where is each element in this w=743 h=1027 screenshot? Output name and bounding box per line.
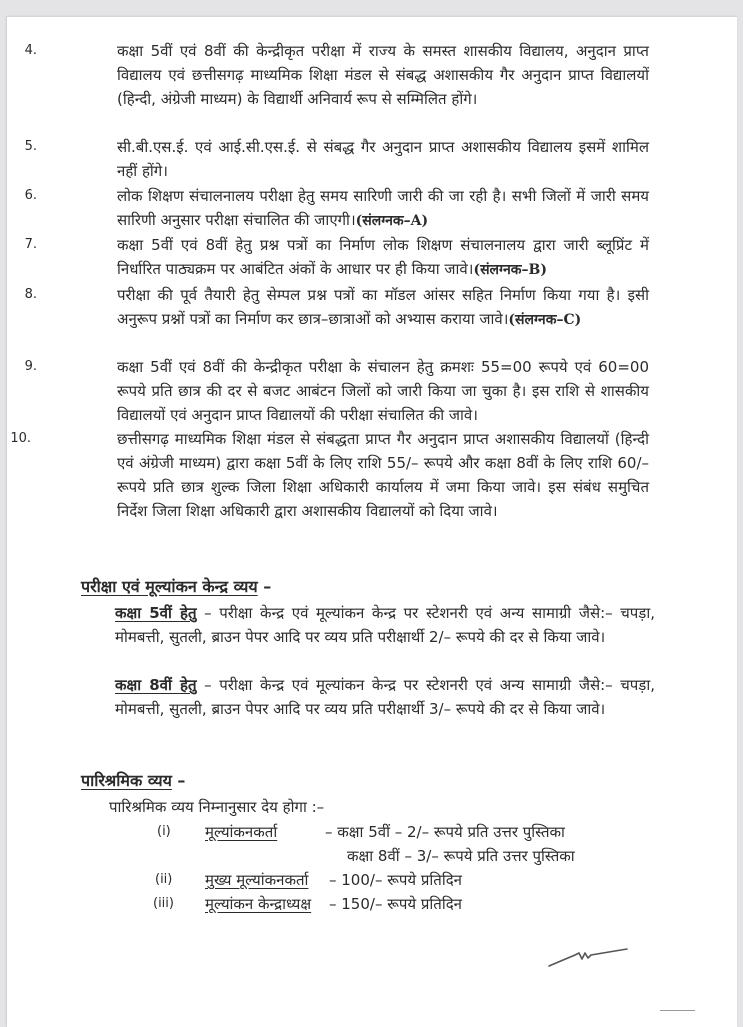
item-text: लोक शिक्षण संचालनालय परीक्षा हेतु समय सारिणी जारी की जा रही है। सभी जिलों में जारी समय सारिणी अनुसार परीक्षा संचालित की जाएगी।: [117, 187, 649, 229]
item-text: परीक्षा की पूर्व तैयारी हेतु सेम्पल प्रश्न पत्रों का मॉडल आंसर सहित निर्माण किया गया है। इसी अनुरूप प्रश्नों पत्रों का निर्माण कर छात्र–छात्राओं को अभ्यास कराया जावे।: [117, 286, 649, 328]
annexure-ref: (संलग्नक–A): [355, 213, 429, 229]
item-text: कक्षा 5वीं एवं 8वीं की केन्द्रीकृत परीक्षा में राज्य के समस्त शासकीय विद्यालय, अनुदान प्राप्त विद्यालय एवं छत्तीसगढ़ माध्यमिक शिक्षा मंडल से संबद्ध अशासकीय गैर अनुदान प्राप्त विद्यालयों (हिन्दी, अंग्रेजी माध्यम) के विद्यार्थी अनिवार्य रूप से सम्मिलित होंगे।: [117, 42, 649, 108]
remuneration-row-value: – 150/– रूपये प्रतिदिन: [329, 895, 463, 913]
remuneration-row-role: मूल्यांकनकर्ता: [205, 823, 278, 841]
heading-dash: –: [171, 771, 186, 790]
item-text: छत्तीसगढ़ माध्यमिक शिक्षा मंडल से संबद्धता प्राप्त गैर अनुदान प्राप्त अशासकीय विद्यालयों (हिन्दी एवं अंग्रेजी माध्यम) द्वारा कक्षा 5वीं के लिए राशि 55/– रूपये और कक्षा 8वीं के लिए राशि 60/– रूपये प्रति छात्र शुल्क जिला शिक्षा अधिकारी कार्यालय में जमा किया जावे। इस संबंध समुचित निर्देश जिला शिक्षा अधिकारी द्वारा अशासकीय विद्यालयों को दिया जावे।: [117, 430, 649, 520]
section-heading-center-expense: [81, 575, 271, 597]
list-item-7: [24, 233, 649, 282]
class8-lead: कक्षा 8वीं हेतु: [115, 676, 197, 694]
remuneration-row-value: – कक्षा 5वीं – 2/– रूपये प्रति उत्तर पुस्तिका: [325, 823, 565, 841]
remuneration-row-number: (iii): [153, 896, 174, 911]
remuneration-row-value: – 100/– रूपये प्रतिदिन: [329, 871, 463, 889]
remuneration-row-role: मूल्यांकन केन्द्राध्यक्ष: [205, 895, 312, 913]
remuneration-row-number: (ii): [155, 872, 173, 887]
list-item-10: [10, 427, 649, 523]
stray-mark: [660, 1010, 695, 1011]
list-item-8: [24, 283, 649, 332]
list-item-6: [24, 184, 649, 233]
class8-text: – परीक्षा केन्द्र एवं मूल्यांकन केन्द्र पर स्टेशनरी एवं अन्य सामाग्री जैसे:– चपड़ा, मोमबत्ती, सुतली, ब्राउन पेपर आदि पर व्यय प्रति परीक्षार्थी 3/– रूपये की दर से किया जावे।: [115, 676, 655, 718]
item-number: 9.: [24, 359, 37, 374]
annexure-ref: (संलग्नक–C): [508, 312, 582, 328]
item-number: 7.: [24, 237, 37, 252]
heading-text: परीक्षा एवं मूल्यांकन केन्द्र व्यय: [81, 577, 258, 596]
signature-scribble: [547, 941, 637, 971]
item-number: 4.: [24, 43, 37, 58]
remuneration-row-value: कक्षा 8वीं – 3/– रूपये प्रति उत्तर पुस्तिका: [347, 847, 575, 865]
remuneration-row-number: (i): [157, 824, 171, 839]
item-number: 5.: [24, 139, 37, 154]
heading-text: पारिश्रमिक व्यय: [81, 771, 172, 790]
item-text: सी.बी.एस.ई. एवं आई.सी.एस.ई. से संबद्ध गैर अनुदान प्राप्त अशासकीय विद्यालय इसमें शामिल नहीं होंगे।: [117, 138, 649, 180]
document-page: [6, 16, 737, 1027]
list-item-9: [24, 355, 649, 427]
section-heading-remuneration: [81, 769, 185, 791]
annexure-ref: (संलग्नक–B): [473, 262, 547, 278]
item-text: कक्षा 5वीं एवं 8वीं हेतु प्रश्न पत्रों का निर्माण लोक शिक्षण संचालनालय द्वारा जारी ब्लूप्रिंट में निर्धारित पाठ्यक्रम पर आबंटित अंकों के आधार पर ही किया जावे।: [117, 236, 649, 278]
class5-expense-paragraph: [115, 601, 655, 649]
item-number: 8.: [24, 287, 37, 302]
heading-dash: –: [257, 577, 272, 596]
class8-expense-paragraph: [115, 673, 655, 721]
item-text: कक्षा 5वीं एवं 8वीं की केन्द्रीकृत परीक्षा के संचालन हेतु क्रमशः 55=00 रूपये एवं 60=00 रूपये प्रति छात्र की दर से बजट आबंटन जिलों को जारी किया जा चुका है। इस राशि से शासकीय विद्यालयों एवं अनुदान प्राप्त विद्यालयों की परीक्षा संचालित की जावे।: [117, 358, 649, 424]
item-number: 10.: [10, 431, 31, 446]
list-item-4: [24, 39, 649, 111]
list-item-5: [24, 135, 649, 183]
remuneration-row-role: मुख्य मूल्यांकनकर्ता: [205, 871, 309, 889]
class5-lead: कक्षा 5वीं हेतु: [115, 604, 197, 622]
class5-text: – परीक्षा केन्द्र एवं मूल्यांकन केन्द्र पर स्टेशनरी एवं अन्य सामाग्री जैसे:– चपड़ा, मोमबत्ती, सुतली, ब्राउन पेपर आदि पर व्यय प्रति परीक्षार्थी 2/– रूपये की दर से किया जावे।: [115, 604, 655, 646]
item-number: 6.: [24, 188, 37, 203]
remuneration-intro: पारिश्रमिक व्यय निम्नानुसार देय होगा :–: [109, 798, 325, 816]
